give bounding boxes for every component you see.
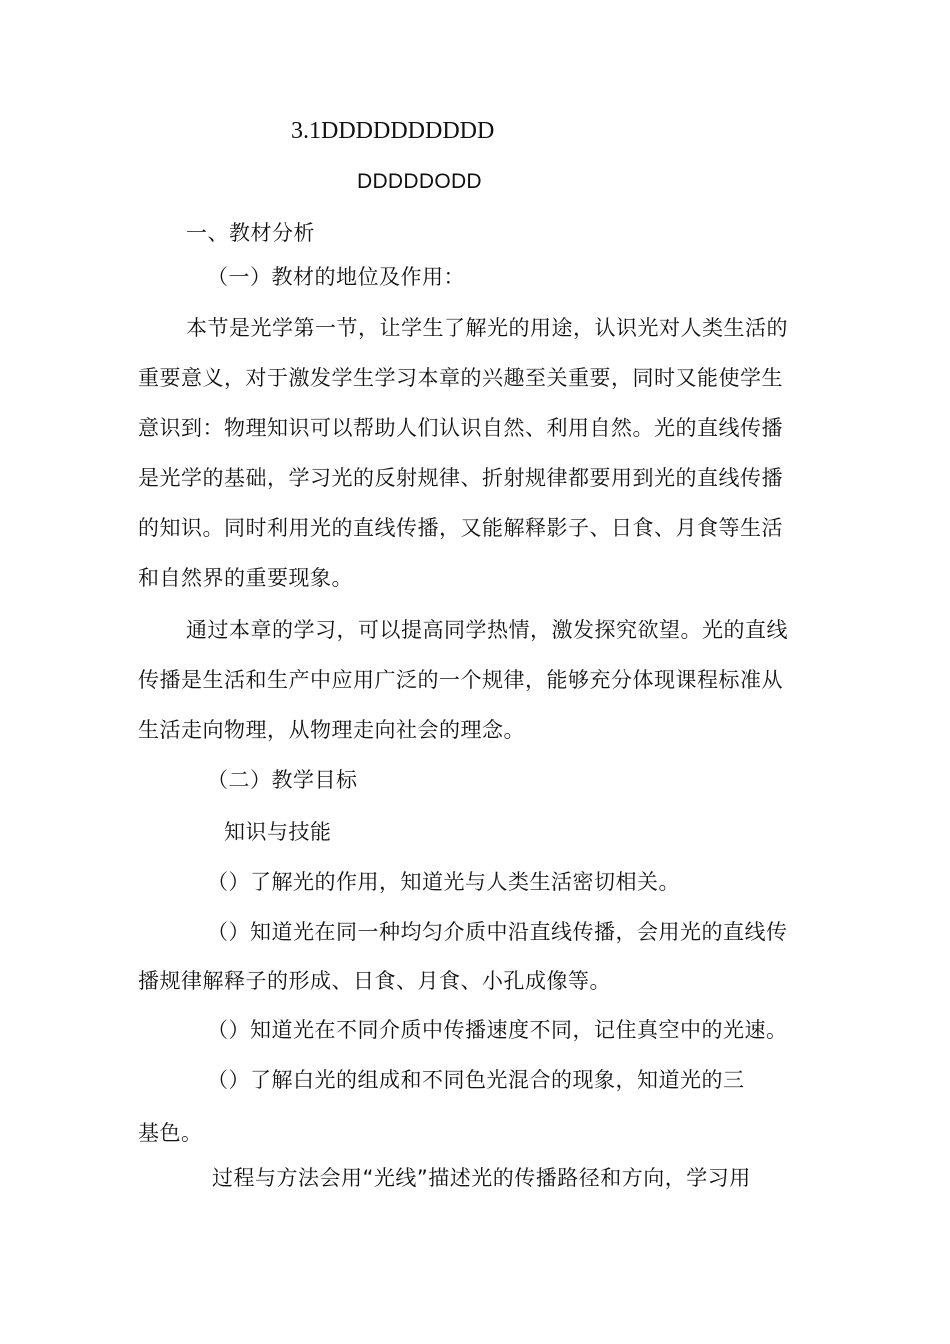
paragraph-line: 本节是光学第一节，让学生了解光的用途，认识光对人类生活的 — [186, 316, 788, 340]
paragraph-line: 生活走向物理，从物理走向社会的理念。 — [138, 718, 525, 742]
paragraph-line: 和自然界的重要现象。 — [138, 566, 353, 590]
goal-line: （）了解光的作用，知道光与人类生活密切相关。 — [207, 870, 680, 894]
subsection-heading-status-role: （一）教材的地位及作用： — [207, 265, 465, 289]
document-title: 3.1DDDDDDDDDD — [291, 118, 495, 144]
paragraph-line: 通过本章的学习，可以提高同学热情，激发探究欲望。光的直线 — [186, 618, 788, 642]
goal-line: 播规律解释子的形成、日食、月食、小孔成像等。 — [138, 969, 611, 993]
knowledge-skills-heading: 知识与技能 — [224, 820, 332, 844]
process-methods-line: 过程与方法会用“光线”描述光的传播路径和方向，学习用 — [212, 1166, 751, 1190]
goal-line: 基色。 — [138, 1121, 203, 1145]
document-subtitle: DDDDDODD — [357, 170, 482, 193]
section-heading-material-analysis: 一、教材分析 — [186, 221, 315, 245]
paragraph-line: 意识到：物理知识可以帮助人们认识自然、利用自然。光的直线传播 — [138, 416, 783, 440]
paragraph-line: 重要意义，对于激发学生学习本章的兴趣至关重要，同时又能使学生 — [138, 366, 783, 390]
goal-line: （）了解白光的组成和不同色光混合的现象，知道光的三 — [207, 1068, 745, 1092]
paragraph-line: 是光学的基础，学习光的反射规律、折射规律都要用到光的直线传播 — [138, 466, 783, 490]
goal-line: （）知道光在不同介质中传播速度不同，记住真空中的光速。 — [207, 1018, 788, 1042]
paragraph-line: 传播是生活和生产中应用广泛的一个规律，能够充分体现课程标准从 — [138, 668, 783, 692]
paragraph-line: 的知识。同时利用光的直线传播，又能解释影子、日食、月食等生活 — [138, 516, 783, 540]
subsection-heading-teaching-goals: （二）教学目标 — [207, 768, 358, 792]
goal-line: （）知道光在同一种均匀介质中沿直线传播，会用光的直线传 — [207, 920, 788, 944]
